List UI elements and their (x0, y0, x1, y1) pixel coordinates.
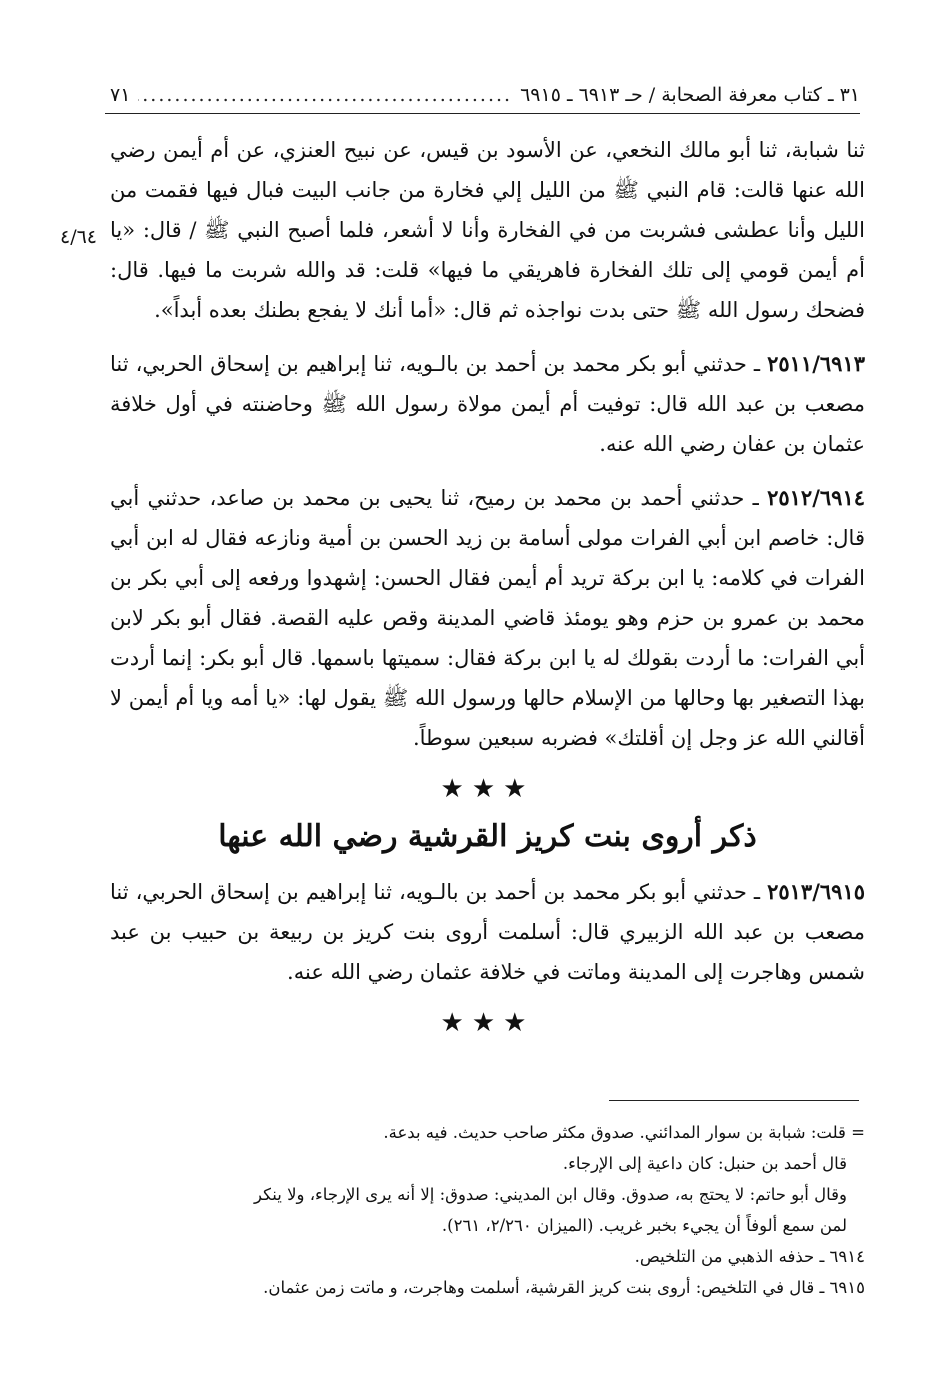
hadith-number: ٢٥١٢/٦٩١٤ (767, 485, 865, 510)
footnotes (105, 1117, 865, 1303)
page-number: ٧١ (110, 84, 131, 106)
running-head (110, 80, 860, 110)
footnote-line: ٦٩١٥ ـ قال في التلخيص: أروى بنت كريز القرشية، أسلمت وهاجرت، و ماتت زمن عثمان. (263, 1278, 865, 1297)
hadith-number: ٢٥١٣/٦٩١٥ (767, 879, 865, 904)
section-title: ذكر أروى بنت كريز القرشية رضي الله عنها (218, 819, 757, 854)
hadith-paragraph (110, 872, 865, 992)
main-text (110, 130, 865, 1046)
chapter-title: ٣١ ـ كتاب معرفة الصحابة / حـ ٦٩١٣ ـ ٦٩١٥ (520, 84, 860, 106)
leader-dots (138, 84, 512, 106)
hadith-text: ـ حدثني أبو بكر محمد بن أحمد بن بالـويه، ثنا إبراهيم بن إسحاق الحربي، ثنا مصعب بن عبد الله قال: توفيت أم أيمن مولاة رسول الله ﷺ وحاضنته في أول خلافة عثمان بن عفان رضي الله عنه. (110, 352, 865, 456)
hadith-paragraph (110, 130, 865, 330)
margin-volume-reference: ٤/٦٤ (60, 226, 98, 248)
hadith-text: ـ حدثني أبو بكر محمد بن أحمد بن بالـويه، ثنا إبراهيم بن إسحاق الحربي، ثنا مصعب بن عبد الله الزبيري قال: أسلمت أروى بنت كريز بن ربيعة بن حبيب بن عبد شمس وهاجرت إلى المدينة وماتت في خلافة عثمان رضي الله عنه. (110, 880, 865, 984)
hadith-paragraph (110, 344, 865, 464)
hadith-text: ثنا شبابة، ثنا أبو مالك النخعي، عن الأسود بن قيس، عن نبيح العنزي، عن أم أيمن رضي الله عنها قالت: قام النبي ﷺ من الليل إلي فخارة من جانب البيت فبال فيها فقمت من الليل وأنا عطشى فشربت من في الفخارة وأنا لا أشعر، فلما أصبح النبي ﷺ / قال: «يا أم أيمن قومي إلى تلك الفخارة فاهريقي ما فيها» قلت: قد والله شربت ما فيها. قال: فضحك رسول الله ﷺ حتى بدت نواجذه ثم قال: «أما أنك لا يفجع بطنك بعده أبداً». (110, 138, 865, 322)
hadith-number: ٢٥١١/٦٩١٣ (767, 351, 865, 376)
section-separator-stars: ★★★ (440, 1008, 535, 1038)
hadith-text: ـ حدثني أحمد بن محمد بن رميح، ثنا يحيى بن محمد بن صاعد، حدثني أبي قال: خاصم ابن أبي الفرات مولى أسامة بن زيد الحسن بن أمية ونازعه فقال له ابن أبي الفرات في كلامه: يا ابن بركة تريد أم أيمن فقال الحسن: إشهدوا ورفعه إلى أبي بكر بن محمد بن عمرو بن حزم وهو يومئذ قاضي المدينة وقص عليه القصة. فقال أبو بكر لابن أبي الفرات: ما أردت بقولك له يا ابن بركة فقال: سميتها باسمها. قال أبو بكر: إنما أردت بهذا التصغير بها وحالها من الإسلام حالها ورسول الله ﷺ يقول لها: «يا أمه ويا أم أيمن لا أقالني الله عز وجل إن أقلتك» فضربه سبعين سوطاً. (110, 486, 865, 750)
hadith-paragraph (110, 478, 865, 758)
footnote-line: قال أحمد بن حنبل: كان داعية إلى الإرجاء. (562, 1154, 847, 1173)
footnote-line: لمن سمع ألوفاً أن يجيء بخبر غريب. (الميزان ٢/٢٦٠، ٢٦١). (441, 1216, 847, 1235)
footnote-line: وقال أبو حاتم: لا يحتج به، صدوق. وقال ابن المديني: صدوق: إلا أنه يرى الإرجاء، ولا ينكر (254, 1185, 847, 1204)
footnote-line: ٦٩١٤ ـ حذفه الذهبي من التلخيص. (634, 1247, 865, 1266)
header-rule (105, 113, 860, 114)
footnote-line: = قلت: شبابة بن سوار المدائني. صدوق مكثر صاحب حديث. فيه بدعة. (383, 1123, 865, 1142)
section-separator-stars: ★★★ (440, 774, 535, 804)
footnote-rule (609, 1100, 859, 1101)
